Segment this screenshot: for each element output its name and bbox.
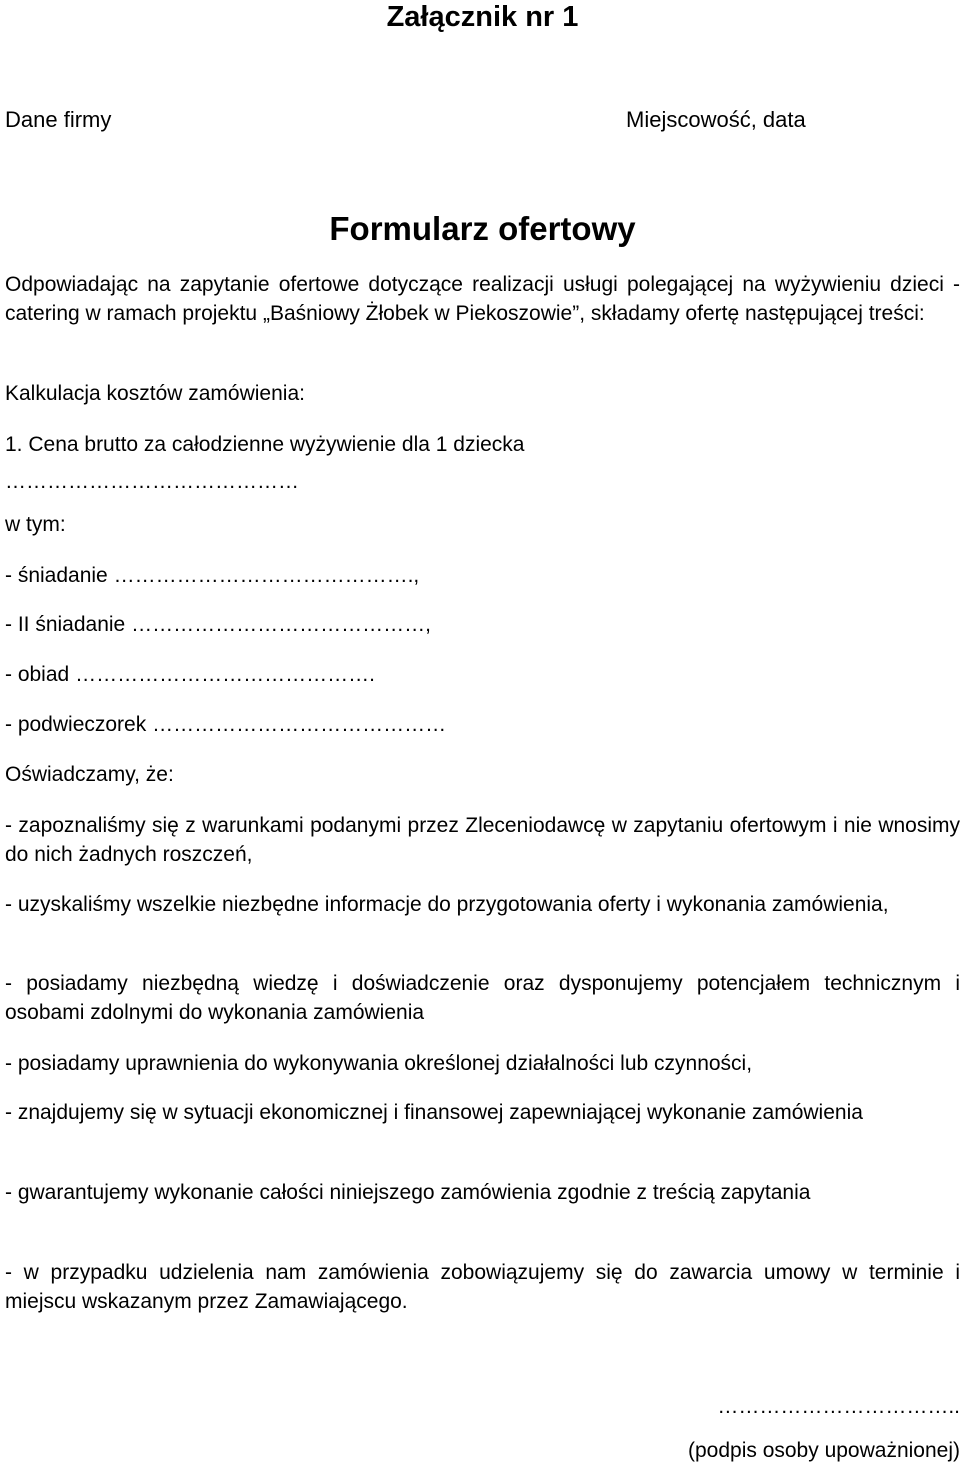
declaration-item: - gwarantujemy wykonanie całości niniejszego zamówienia zgodnie z treścią zapytania	[5, 1181, 811, 1204]
intro-paragraph: Odpowiadając na zapytanie ofertowe dotyczące realizacji usługi polegającej na wyżywieniu dzieci - catering w ramach projektu „Baśniowy Żłobek w Piekoszowie”, składamy ofertę następującej treści:	[5, 273, 960, 325]
company-data-label: Dane firmy	[5, 107, 112, 132]
annex-title: Załącznik nr 1	[386, 1, 579, 33]
price-fill-dots: ……………………………………	[5, 470, 299, 493]
calculation-heading: Kalkulacja kosztów zamówienia:	[5, 382, 305, 405]
declaration-item: - znajdujemy się w sytuacji ekonomicznej i finansowej zapewniającej wykonanie zamówienia	[5, 1101, 863, 1124]
meal-item-breakfast	[5, 561, 960, 590]
meal-fill-dots: ……………………………………,	[131, 613, 431, 636]
place-date-label: Miejscowość, data	[626, 107, 806, 132]
meal-label: - II śniadanie	[5, 613, 126, 636]
meal-label: - podwieczorek	[5, 713, 147, 736]
meal-item-afternoon-snack	[5, 710, 960, 739]
declarations-heading: Oświadczamy, że:	[5, 763, 174, 786]
signature-label: (podpis osoby upoważnionej)	[687, 1439, 960, 1462]
meal-fill-dots: …………………………………….,	[113, 564, 420, 587]
including-label: w tym:	[5, 513, 66, 536]
declaration-item: - zapoznaliśmy się z warunkami podanymi przez Zleceniodawcę w zapytaniu ofertowym i nie wnosimy do nich żadnych roszczeń,	[5, 814, 960, 866]
meal-item-second-breakfast	[5, 610, 960, 639]
meal-label: - śniadanie	[5, 564, 108, 587]
price-line: 1. Cena brutto za całodzienne wyżywienie dla 1 dziecka	[5, 433, 525, 456]
declaration-item: - posiadamy niezbędną wiedzę i doświadczenie oraz dysponujemy potencjałem technicznym i osobami zdolnymi do wykonania zamówienia	[5, 972, 960, 1024]
meal-fill-dots: ……………………………………	[152, 713, 447, 736]
signature-fill-dots: ……………………………..	[717, 1395, 960, 1418]
form-title: Formularz ofertowy	[329, 210, 636, 247]
declaration-item: - posiadamy uprawnienia do wykonywania określonej działalności lub czynności,	[5, 1052, 753, 1075]
meal-item-lunch	[5, 660, 960, 689]
declaration-item: - w przypadku udzielenia nam zamówienia zobowiązujemy się do zawarcia umowy w terminie i miejscu wskazanym przez Zamawiającego.	[5, 1261, 960, 1313]
declaration-item: - uzyskaliśmy wszelkie niezbędne informacje do przygotowania oferty i wykonania zamówienia,	[5, 893, 889, 916]
meal-label: - obiad	[5, 663, 70, 686]
meal-fill-dots: …………………………………….	[75, 663, 375, 686]
